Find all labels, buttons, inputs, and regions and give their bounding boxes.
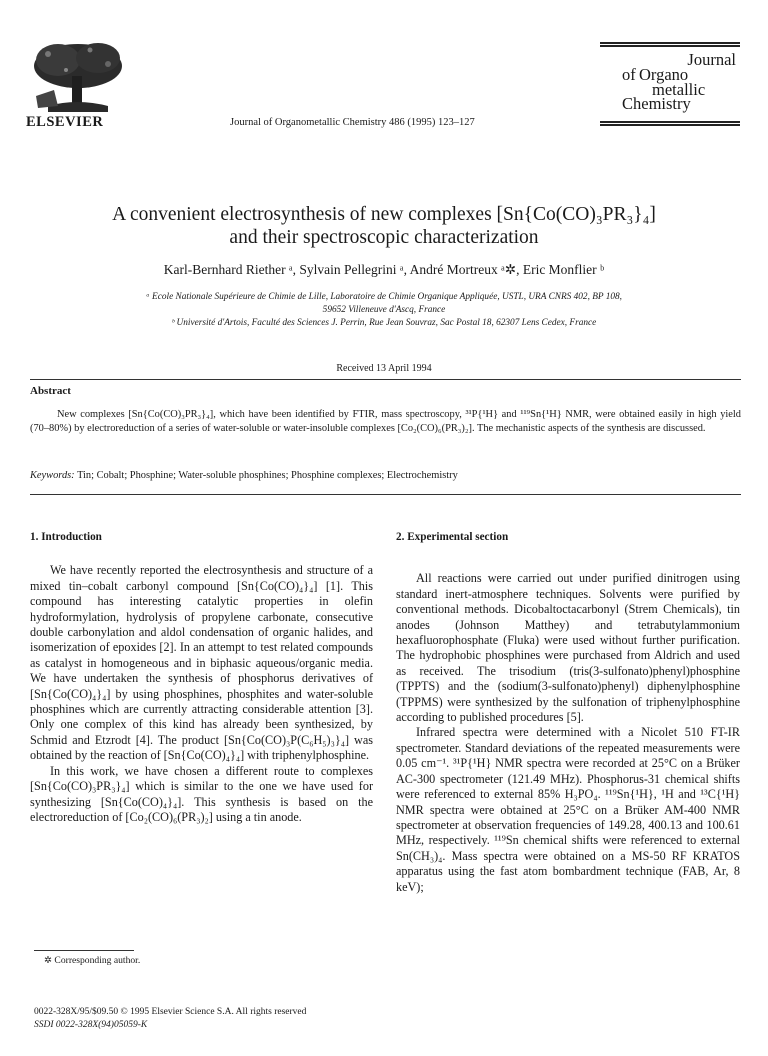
journal-logo-word: Chemistry — [622, 94, 691, 113]
keywords-label: Keywords: — [30, 470, 75, 481]
divider — [30, 379, 741, 380]
footnote: ✲ Corresponding author. — [44, 955, 141, 966]
affiliation-a-line1: ᵃ Ecole Nationale Supérieure de Chimie de Lille, Laboratoire de Chimie Organique Appliquée, USTL, URA CNRS 402, BP 108, — [146, 292, 622, 302]
experimental-section — [396, 530, 740, 895]
copyright-block — [34, 1006, 306, 1032]
elsevier-tree-logo — [28, 40, 126, 112]
keywords-text: Tin; Cobalt; Phosphine; Water-soluble phosphines; Phosphine complexes; Electrochemistry — [77, 470, 458, 481]
affiliation-b: ᵇ Université d'Artois, Faculté des Sciences J. Perrin, Rue Jean Souvraz, Sac Postal 18, 62307 Lens Cedex, France — [171, 318, 597, 328]
authors: Karl-Bernhard Riether ᵃ, Sylvain Pellegrini ᵃ, André Mortreux ᵃ✲, Eric Monflier ᵇ — [163, 262, 605, 277]
experimental-heading: 2. Experimental section — [396, 531, 509, 543]
experimental-paragraph: Infrared spectra were determined with a Nicolet 510 FT-IR spectrometer. Standard deviations of the repeated measurements were 0.05 cm⁻¹. ³¹P{¹H} NMR spectra were recorded at 25°C on a Brüker AC-300 spectrometer (121.49 MHz). Phosphorus-31 chemical shifts were referenced to external 85% H₃PO₄. ¹¹⁹Sn{¹H}, ¹H and ¹³C{¹H} NMR spectra were obtained at 25°C on a Brüker AM-400 NMR spectrometer at observation frequencies of 149.28, 400.13 and 100.61 MHz, respectively. ¹¹⁹Sn chemical shifts were referenced to external Sn(CH₃)₄. Mass spectra were obtained on a MS-50 RF KRATOS apparatus using the fast atom bombardment technique (FAB, Ar, 8 keV); — [396, 725, 740, 894]
keywords — [30, 470, 741, 481]
intro-heading: 1. Introduction — [30, 531, 102, 543]
intro-paragraph: In this work, we have chosen a different route to complexes [Sn{Co(CO)₃PR₃}₄] which is similar to the one we have used for synthesizing [Sn{Co(CO)₄}₄]. This synthesis is based on the electroreduction of [Co₂(CO)₆(PR₃)₂] using a tin anode. — [30, 763, 373, 824]
received-date: Received 13 April 1994 — [336, 363, 432, 374]
title-line-2: and their spectroscopic characterization — [229, 227, 539, 248]
footnote-rule — [34, 950, 134, 951]
journal-citation: Journal of Organometallic Chemistry 486 (1995) 123–127 — [230, 117, 475, 128]
abstract-heading: Abstract — [30, 385, 71, 397]
title-line-1: A convenient electrosynthesis of new complexes [Sn{Co(CO)₃PR₃}₄] — [112, 204, 656, 225]
journal-logo-word: of — [622, 65, 636, 84]
affiliation-a-line2: 59652 Villeneuve d'Ascq, France — [322, 305, 446, 315]
experimental-paragraph: All reactions were carried out under purified dinitrogen using standard inert-atmosphere techniques. Solvents were purified by conventional methods. Dicobaltoctacarbonyl (Strem Chemicals), tin anodes (Johnson Matthey) and tetrabutylammonium hexafluorophosphate (Fluka) were used without further purification. The hydrophobic phosphines were purchased from Aldrich and used as received. The trisodium (tris(3-sulfonato)phenyl)phosphine (TPPTS) and the (sodium(3-sulfonato)phenyl) diphenylphosphine (TPPMS) were synthesized by the sulfonation of triphenylphosphine according to published procedures [5]. — [396, 571, 740, 725]
journal-logo-word: metallic — [652, 80, 706, 99]
intro-paragraph: We have recently reported the electrosynthesis and structure of a mixed tin–cobalt carbonyl compound [Sn{Co(CO)₄}₄] [1]. This compound has interesting catalytic properties in olefin hydroformylation, hydrolysis of propylene carbonate, consecutive double carbonylation and aldol condensation of organic halides, and isomerization of epoxides [2]. In an attempt to test related compounds as catalyst in homogeneous and in biphasic aqueous/organic media. We have undertaken the synthesis of phosphorus derivatives of [Sn{Co(CO)₄}₄] by using phosphines, phosphites and water-soluble phosphines which are currently attracting considerable attention [3]. Only one complex of this kind has already been synthesized, by Schmid and Etzrodt [4]. The product [Sn{Co(CO)₃P(C₆H₅)₃}₄] was obtained by the reaction of [Sn{Co(CO)₄}₄] with triphenylphosphine. — [30, 563, 373, 763]
journal-logo-word: Journal — [687, 50, 736, 69]
divider — [30, 494, 741, 495]
journal-logo — [600, 40, 740, 134]
ssdi-line: SSDI 0022-328X(94)05059-K — [34, 1020, 148, 1030]
abstract-text: New complexes [Sn{Co(CO)₃PR₃}₄], which have been identified by FTIR, mass spectroscopy, ³¹P{¹H} and ¹¹⁹Sn{¹H} NMR, were obtained easily in high yield (70–80%) by electroreduction of a series of water-soluble or water-insoluble complexes [Co₂(CO)₆(PR₃)₂]. The mechanistic aspects of the synthesis are discussed. — [30, 409, 741, 434]
intro-section — [30, 530, 373, 825]
copyright-line: 0022-328X/95/$09.50 © 1995 Elsevier Science S.A. All rights reserved — [34, 1007, 307, 1017]
article-title — [0, 203, 768, 249]
publisher-name: ELSEVIER — [26, 114, 104, 130]
journal-logo-word: Organo — [639, 65, 689, 84]
